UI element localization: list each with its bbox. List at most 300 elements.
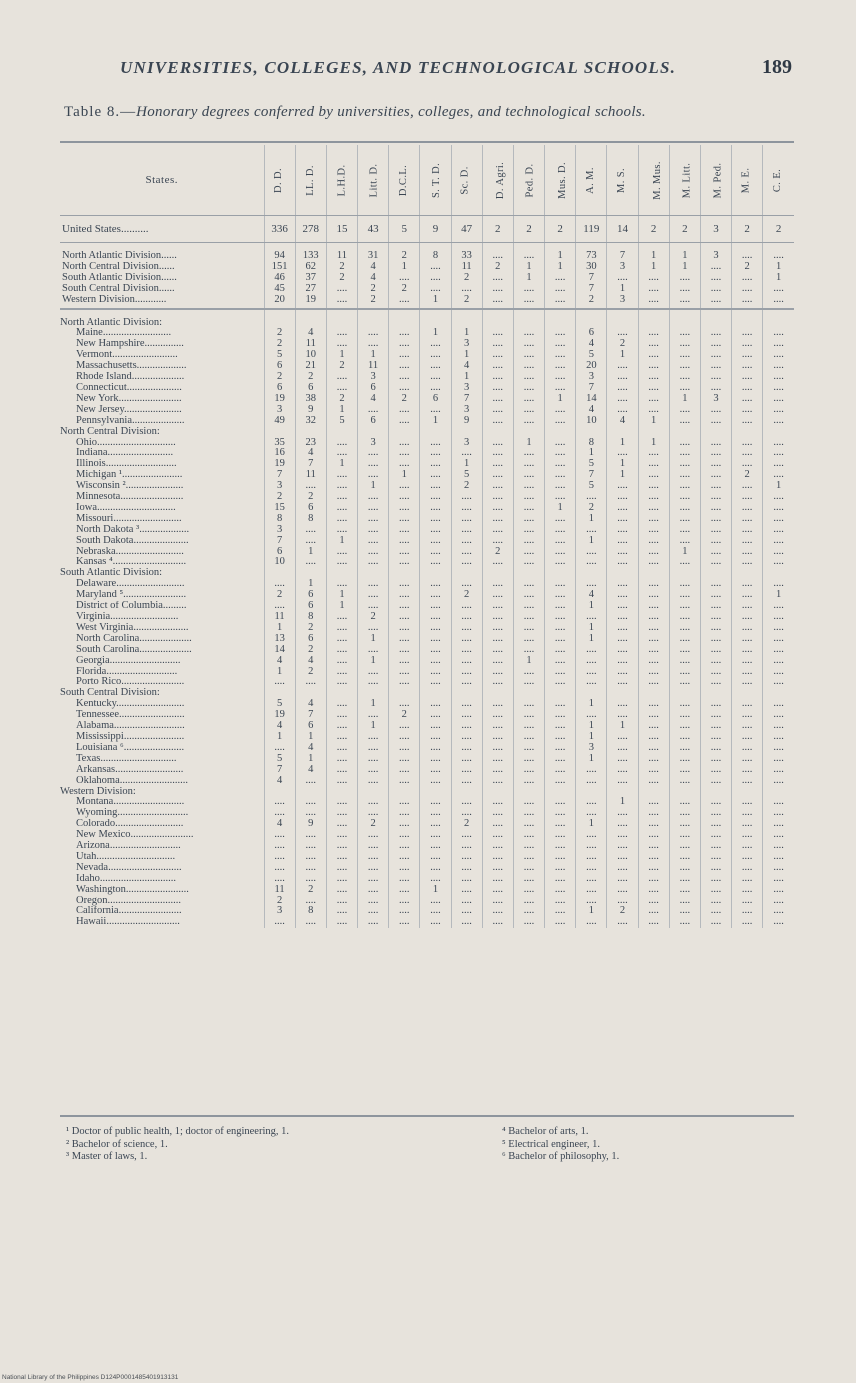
value-cell: .... — [732, 874, 763, 885]
value-cell — [358, 568, 389, 579]
value-cell: 46 — [264, 273, 295, 284]
value-cell: .... — [545, 634, 576, 645]
value-cell: .... — [638, 383, 669, 394]
value-cell: .... — [513, 361, 544, 372]
value-cell: 1 — [576, 536, 607, 547]
value-cell: .... — [700, 885, 731, 896]
value-cell: .... — [732, 394, 763, 405]
spacer-row — [60, 243, 794, 252]
value-cell: .... — [264, 874, 295, 885]
value-cell: .... — [513, 797, 544, 808]
value-cell: .... — [638, 634, 669, 645]
value-cell: .... — [607, 394, 638, 405]
value-cell: .... — [389, 416, 420, 427]
value-cell: .... — [326, 699, 357, 710]
value-cell: .... — [545, 721, 576, 732]
value-cell — [482, 309, 513, 318]
value-cell: .... — [513, 917, 544, 928]
value-cell: 8 — [264, 514, 295, 525]
value-cell: .... — [638, 295, 669, 309]
state-cell: West Virginia..................... — [76, 622, 189, 633]
value-cell: 4 — [358, 262, 389, 273]
value-cell: 20 — [264, 295, 295, 309]
value-cell: .... — [700, 481, 731, 492]
state-cell: Mississippi....................... — [76, 731, 185, 742]
value-cell: 7 — [264, 536, 295, 547]
value-cell — [295, 309, 326, 318]
value-cell: .... — [482, 830, 513, 841]
table-row — [60, 372, 794, 383]
value-cell: 1 — [326, 536, 357, 547]
value-cell: 2 — [451, 819, 482, 830]
table-label: Table 8.— — [64, 104, 137, 120]
value-cell: .... — [576, 667, 607, 678]
value-cell: .... — [638, 525, 669, 536]
value-cell: .... — [513, 732, 544, 743]
value-cell — [482, 427, 513, 438]
value-cell: .... — [669, 612, 700, 623]
value-cell: 1 — [669, 547, 700, 558]
value-cell: 2 — [358, 612, 389, 623]
value-cell: 1 — [669, 262, 700, 273]
value-cell: .... — [482, 405, 513, 416]
value-cell: .... — [607, 372, 638, 383]
value-cell: .... — [513, 557, 544, 568]
state-cell: Florida........................... — [76, 666, 178, 677]
value-cell: .... — [638, 612, 669, 623]
value-cell: .... — [389, 328, 420, 339]
value-cell: .... — [451, 579, 482, 590]
value-cell: 1 — [451, 328, 482, 339]
value-cell: 4 — [576, 405, 607, 416]
value-cell: .... — [545, 514, 576, 525]
value-cell: .... — [545, 797, 576, 808]
value-cell — [576, 318, 607, 329]
value-cell: .... — [545, 754, 576, 765]
value-cell: .... — [763, 328, 794, 339]
value-cell: .... — [513, 481, 544, 492]
value-cell: .... — [420, 273, 451, 284]
value-cell: .... — [420, 667, 451, 678]
value-cell: .... — [358, 808, 389, 819]
value-cell: 1 — [545, 503, 576, 514]
value-cell: .... — [482, 819, 513, 830]
table-caption — [64, 104, 804, 121]
value-cell: 1 — [607, 797, 638, 808]
value-cell — [420, 568, 451, 579]
value-cell: .... — [358, 557, 389, 568]
value-cell: .... — [482, 754, 513, 765]
value-cell: 1 — [389, 262, 420, 273]
value-cell — [638, 243, 669, 252]
value-cell — [545, 318, 576, 329]
value-cell: 2 — [264, 372, 295, 383]
value-cell: .... — [482, 514, 513, 525]
value-cell: 2 — [389, 284, 420, 295]
value-cell: .... — [482, 481, 513, 492]
value-cell: .... — [638, 601, 669, 612]
table-row — [60, 885, 794, 896]
value-cell: 7 — [451, 394, 482, 405]
value-cell: .... — [700, 765, 731, 776]
value-cell: .... — [638, 623, 669, 634]
value-cell: .... — [326, 525, 357, 536]
value-cell: .... — [763, 765, 794, 776]
page-number: 189 — [762, 56, 792, 78]
value-cell: 151 — [264, 262, 295, 273]
value-cell: .... — [326, 721, 357, 732]
table-row — [60, 361, 794, 372]
value-cell: .... — [732, 448, 763, 459]
value-cell: .... — [700, 623, 731, 634]
value-cell: 2 — [576, 295, 607, 309]
value-cell: .... — [638, 372, 669, 383]
state-cell: South Atlantic Division...... — [62, 272, 177, 283]
value-cell: .... — [420, 743, 451, 754]
value-cell: .... — [669, 743, 700, 754]
value-cell: 2 — [295, 667, 326, 678]
value-cell — [295, 427, 326, 438]
value-cell: .... — [389, 361, 420, 372]
value-cell: .... — [669, 601, 700, 612]
value-cell: .... — [732, 743, 763, 754]
value-cell: .... — [513, 328, 544, 339]
value-cell: 2 — [669, 216, 700, 243]
value-cell: .... — [389, 819, 420, 830]
value-cell: .... — [576, 557, 607, 568]
value-cell — [669, 309, 700, 318]
value-cell: .... — [700, 262, 731, 273]
value-cell: .... — [732, 503, 763, 514]
table-row — [60, 492, 794, 503]
value-cell: .... — [545, 590, 576, 601]
value-cell: .... — [669, 514, 700, 525]
value-cell: .... — [638, 874, 669, 885]
column-header-label: M. Ped. — [712, 162, 724, 198]
value-cell: .... — [700, 328, 731, 339]
value-cell: .... — [763, 754, 794, 765]
value-cell: .... — [295, 852, 326, 863]
value-cell: 15 — [326, 216, 357, 243]
value-cell: 3 — [451, 438, 482, 449]
value-cell: .... — [763, 885, 794, 896]
value-cell: 2 — [264, 896, 295, 907]
value-cell: .... — [326, 906, 357, 917]
value-cell: .... — [358, 765, 389, 776]
value-cell: .... — [669, 350, 700, 361]
value-cell: 1 — [451, 372, 482, 383]
value-cell: .... — [763, 525, 794, 536]
value-cell: .... — [700, 579, 731, 590]
value-cell — [545, 309, 576, 318]
value-cell — [420, 309, 451, 318]
value-cell: 11 — [358, 361, 389, 372]
table-row — [60, 481, 794, 492]
state-cell: South Central Division...... — [62, 283, 175, 294]
value-cell: .... — [326, 841, 357, 852]
value-cell: 11 — [264, 612, 295, 623]
value-cell: .... — [389, 536, 420, 547]
value-cell: .... — [482, 416, 513, 427]
state-cell: North Atlantic Division...... — [62, 251, 177, 261]
value-cell: .... — [482, 328, 513, 339]
value-cell: .... — [326, 448, 357, 459]
value-cell: 2 — [264, 492, 295, 503]
value-cell: .... — [513, 547, 544, 558]
value-cell: .... — [763, 612, 794, 623]
value-cell: .... — [326, 765, 357, 776]
value-cell: .... — [669, 339, 700, 350]
value-cell: .... — [482, 350, 513, 361]
value-cell: .... — [576, 645, 607, 656]
value-cell: .... — [700, 754, 731, 765]
value-cell: .... — [451, 776, 482, 787]
value-cell: .... — [638, 710, 669, 721]
value-cell: .... — [358, 667, 389, 678]
column-header-label: A. M. — [584, 166, 596, 194]
value-cell: .... — [545, 841, 576, 852]
value-cell: .... — [295, 917, 326, 928]
value-cell: .... — [638, 699, 669, 710]
value-cell: .... — [576, 612, 607, 623]
value-cell: .... — [576, 525, 607, 536]
value-cell — [732, 318, 763, 329]
value-cell: .... — [576, 830, 607, 841]
state-cell: Washington........................ — [76, 884, 189, 895]
column-header-label: LL. D. — [304, 164, 316, 196]
value-cell: .... — [576, 656, 607, 667]
value-cell: 1 — [607, 438, 638, 449]
value-cell: .... — [576, 677, 607, 688]
value-cell: .... — [607, 361, 638, 372]
value-cell: .... — [669, 776, 700, 787]
value-cell: 4 — [576, 590, 607, 601]
value-cell: .... — [451, 514, 482, 525]
value-cell: .... — [295, 557, 326, 568]
value-cell: .... — [763, 547, 794, 558]
value-cell: 3 — [607, 295, 638, 309]
value-cell: 1 — [545, 262, 576, 273]
value-cell: .... — [545, 438, 576, 449]
value-cell: .... — [732, 579, 763, 590]
value-cell: 14 — [576, 394, 607, 405]
value-cell: .... — [607, 830, 638, 841]
value-cell — [264, 243, 295, 252]
column-header — [700, 145, 731, 216]
value-cell: .... — [545, 536, 576, 547]
value-cell: .... — [700, 634, 731, 645]
value-cell — [295, 318, 326, 329]
value-cell: .... — [732, 383, 763, 394]
table-row — [60, 448, 794, 459]
value-cell: .... — [763, 721, 794, 732]
state-cell: Ohio.............................. — [76, 437, 176, 448]
value-cell: 8 — [576, 438, 607, 449]
state-cell: New York........................ — [76, 393, 182, 404]
state-cell: Arizona........................... — [76, 841, 181, 852]
value-cell: .... — [420, 481, 451, 492]
value-cell: .... — [420, 372, 451, 383]
value-cell: .... — [420, 623, 451, 634]
value-cell: 33 — [451, 251, 482, 262]
value-cell: .... — [700, 536, 731, 547]
value-cell: .... — [763, 906, 794, 917]
value-cell: 1 — [513, 273, 544, 284]
value-cell: 2 — [295, 885, 326, 896]
value-cell: .... — [326, 732, 357, 743]
value-cell: .... — [513, 284, 544, 295]
state-cell: Kentucky.......................... — [76, 699, 185, 710]
value-cell: .... — [326, 885, 357, 896]
value-cell: .... — [420, 797, 451, 808]
value-cell: .... — [420, 656, 451, 667]
value-cell — [326, 243, 357, 252]
value-cell: 1 — [763, 481, 794, 492]
value-cell: .... — [763, 623, 794, 634]
value-cell: .... — [763, 383, 794, 394]
value-cell: .... — [264, 797, 295, 808]
value-cell: .... — [358, 514, 389, 525]
value-cell: .... — [420, 819, 451, 830]
value-cell: 94 — [264, 251, 295, 262]
value-cell: 5 — [576, 481, 607, 492]
value-cell: .... — [669, 754, 700, 765]
value-cell: 2 — [451, 481, 482, 492]
value-cell — [638, 318, 669, 329]
value-cell: .... — [669, 917, 700, 928]
value-cell: 3 — [700, 394, 731, 405]
value-cell: 7 — [607, 251, 638, 262]
value-cell — [607, 568, 638, 579]
value-cell: .... — [732, 328, 763, 339]
value-cell: .... — [482, 590, 513, 601]
value-cell: 1 — [358, 699, 389, 710]
value-cell: 1 — [763, 262, 794, 273]
value-cell: .... — [264, 677, 295, 688]
value-cell: .... — [451, 885, 482, 896]
value-cell: .... — [482, 284, 513, 295]
value-cell — [607, 688, 638, 699]
value-cell: 7 — [576, 470, 607, 481]
value-cell: 2 — [482, 547, 513, 558]
spacer-row — [60, 309, 794, 318]
value-cell: .... — [732, 917, 763, 928]
state-cell: Colorado.......................... — [76, 819, 184, 830]
value-cell: .... — [732, 808, 763, 819]
value-cell: .... — [513, 394, 544, 405]
value-cell — [513, 309, 544, 318]
value-cell: .... — [326, 667, 357, 678]
value-cell: 4 — [264, 819, 295, 830]
value-cell: .... — [420, 579, 451, 590]
value-cell: 1 — [326, 350, 357, 361]
state-cell: North Central Division...... — [62, 261, 175, 272]
value-cell: 2 — [545, 216, 576, 243]
value-cell: 1 — [420, 328, 451, 339]
honorary-degrees-table — [60, 145, 794, 928]
value-cell — [763, 787, 794, 798]
value-cell: .... — [513, 416, 544, 427]
value-cell: .... — [763, 732, 794, 743]
value-cell: .... — [326, 492, 357, 503]
value-cell: .... — [669, 470, 700, 481]
state-cell: Louisiana ⁶....................... — [76, 742, 185, 753]
value-cell — [482, 688, 513, 699]
value-cell: .... — [638, 917, 669, 928]
value-cell: .... — [700, 273, 731, 284]
value-cell: .... — [513, 852, 544, 863]
column-header-label: Ped. D. — [524, 162, 536, 198]
value-cell: .... — [700, 612, 731, 623]
state-cell: California........................ — [76, 906, 182, 917]
value-cell: .... — [264, 601, 295, 612]
value-cell: .... — [420, 557, 451, 568]
value-cell: .... — [482, 896, 513, 907]
value-cell: 1 — [451, 459, 482, 470]
table-row — [60, 262, 794, 273]
value-cell: .... — [326, 623, 357, 634]
value-cell: .... — [607, 743, 638, 754]
value-cell: .... — [607, 492, 638, 503]
value-cell: .... — [669, 819, 700, 830]
value-cell: 2 — [607, 906, 638, 917]
value-cell: .... — [732, 251, 763, 262]
value-cell: .... — [700, 361, 731, 372]
column-header — [420, 145, 451, 216]
value-cell: .... — [763, 372, 794, 383]
value-cell: .... — [482, 863, 513, 874]
column-header-label: M. S. — [616, 167, 628, 193]
value-cell: .... — [732, 339, 763, 350]
value-cell: .... — [451, 721, 482, 732]
state-cell: Western Division............ — [60, 295, 264, 309]
value-cell: .... — [482, 295, 513, 309]
value-cell: .... — [638, 448, 669, 459]
value-cell: .... — [482, 797, 513, 808]
value-cell: .... — [482, 536, 513, 547]
value-cell: .... — [545, 328, 576, 339]
value-cell: .... — [576, 710, 607, 721]
value-cell: .... — [669, 623, 700, 634]
value-cell: .... — [420, 405, 451, 416]
value-cell: .... — [700, 339, 731, 350]
value-cell: 2 — [389, 710, 420, 721]
value-cell: .... — [669, 885, 700, 896]
value-cell: 2 — [326, 262, 357, 273]
value-cell: .... — [545, 885, 576, 896]
value-cell: .... — [326, 503, 357, 514]
value-cell: .... — [763, 405, 794, 416]
value-cell: .... — [763, 448, 794, 459]
value-cell: .... — [732, 699, 763, 710]
value-cell: .... — [326, 634, 357, 645]
value-cell: 5 — [576, 350, 607, 361]
value-cell — [638, 427, 669, 438]
value-cell: .... — [295, 677, 326, 688]
value-cell: .... — [638, 394, 669, 405]
value-cell: .... — [420, 732, 451, 743]
value-cell: .... — [482, 710, 513, 721]
value-cell: 4 — [264, 721, 295, 732]
value-cell: .... — [358, 906, 389, 917]
value-cell: 119 — [576, 216, 607, 243]
value-cell — [763, 568, 794, 579]
value-cell: .... — [700, 416, 731, 427]
table-row — [60, 350, 794, 361]
value-cell: 1 — [513, 262, 544, 273]
state-cell: Utah.............................. — [76, 851, 176, 862]
value-cell: 2 — [732, 216, 763, 243]
